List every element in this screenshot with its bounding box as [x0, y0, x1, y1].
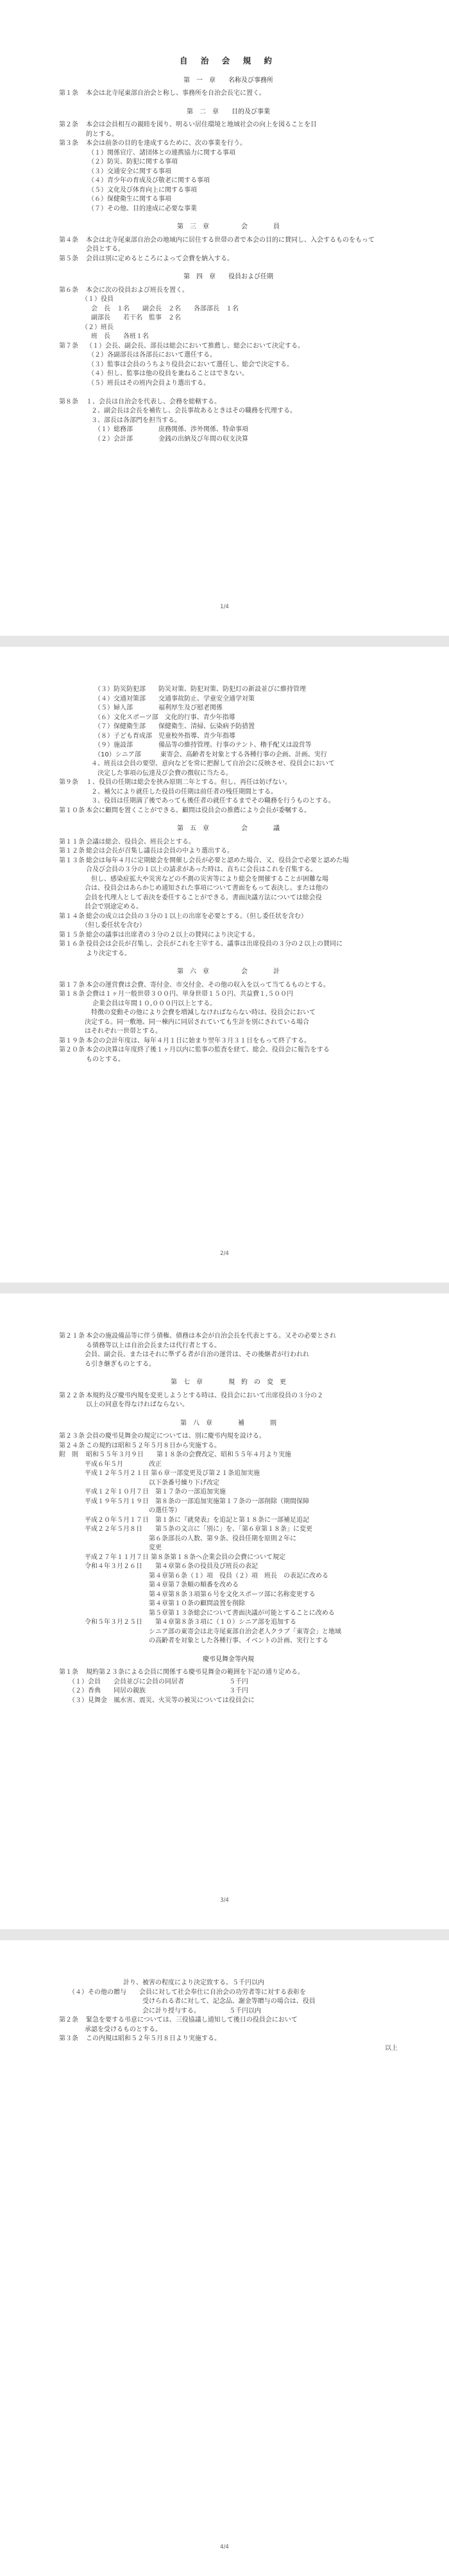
- article-number: 第７条: [59, 342, 78, 350]
- article-number: 第３条: [59, 140, 78, 147]
- text-line: シニア部の東寄会は北寺尾東部自治会老人クラブ「東寄会」と地域: [59, 1628, 341, 1635]
- article-number: 第１条: [59, 90, 78, 97]
- text-line: ４、班長は会員の要望、意向などを常に把握して自治会に反映させ、役員会において: [59, 760, 335, 767]
- text-line: 特徴の変動その他により会費を増減しなければならない時は、役員会において: [59, 1009, 316, 1016]
- article-number: 第２０条: [59, 1046, 85, 1053]
- article-number: 第５条: [59, 255, 78, 262]
- text-line: 会に計り授与する。 ５千円以内: [59, 2007, 261, 2015]
- article: [59, 857, 398, 875]
- article: [59, 1332, 398, 1351]
- article-text: （１）会長、副会長、部長は総会において推薦し、総会において決定する。: [86, 342, 304, 350]
- page-content: [59, 56, 398, 444]
- article: [59, 2016, 398, 2026]
- text-line: の高齢者を対象とした各種行事、イベントの計画、実行とする: [59, 1637, 328, 1644]
- page-blocks: [59, 1979, 398, 2053]
- text-line: 平成２２年５月８日 第５条の文言に「別に」を、「第６章第１８条」に変更: [59, 1526, 312, 1533]
- article: [59, 1037, 398, 1046]
- text-line: 班 長 各班１名: [59, 333, 149, 340]
- article: [59, 806, 398, 816]
- chapter-heading: 第 六 章 会 計: [177, 968, 280, 975]
- article-number: 第３条: [59, 2035, 78, 2042]
- text-line: 員会で別途定める。: [59, 903, 142, 910]
- article: [59, 1046, 398, 1064]
- article-number: 第１２条: [59, 848, 85, 855]
- text-line: 決定した事項の伝達及び会費の徴収に当たる。: [59, 769, 232, 777]
- text-line: （６）文化スポーツ部 文化的行事、青少年指導: [59, 713, 235, 721]
- page-number: 4/4: [220, 2544, 229, 2550]
- chapter-heading: 第 二 章 目的及び事業: [187, 108, 270, 115]
- article: [59, 1668, 398, 1678]
- document-page-2: [0, 647, 449, 1283]
- article: [59, 1451, 398, 1460]
- article-number: 第１９条: [59, 1037, 85, 1045]
- text-line: （５）文化及び体育向上に関する事項: [59, 186, 197, 194]
- article: [59, 1392, 398, 1410]
- article: [59, 990, 398, 1009]
- article-number: 第１条: [59, 1669, 78, 1676]
- text-line: の選任等）: [59, 1507, 181, 1514]
- text-line: （10）シニア部 東寄会、高齢者を対象とする各種行事の企画、計画、実行: [59, 751, 327, 758]
- article-text: 本会は会員相互の親睦を図り、明るい居住環境と地域社会の向上を図ることを目 的とする。: [86, 121, 317, 138]
- article: [59, 139, 398, 149]
- page-blocks: [59, 1332, 398, 1705]
- text-line: （７）その他、目的達成に必要な事業: [59, 205, 197, 212]
- page-number: 1/4: [220, 604, 229, 610]
- article: [59, 236, 398, 255]
- article-number: 第１０条: [59, 806, 85, 814]
- text-line: ２、副会長は会長を補佐し、会長事故あるときはその職務を代理する。: [59, 407, 296, 414]
- text-line: （４）青少年の育成及び敬老に関する事項: [59, 177, 210, 184]
- article: [59, 912, 398, 922]
- text-line: （２）香典 同居の親族 ３千円: [59, 1687, 248, 1694]
- text-line: 平成１２年１０月７日 第１７条の一部追加実施: [59, 1488, 226, 1496]
- text-line: （６）保健衛生に関する事項: [59, 196, 171, 203]
- chapter-heading: 第 七 章 規 約 の 変 更: [171, 1379, 286, 1386]
- article-text: 本会に次の役員および班長を置く。: [86, 286, 189, 294]
- text-line: 第５章第１３条総会について書面決議が可能とすることに改める: [59, 1609, 335, 1617]
- text-line: 第６条部長の人数、第９条、役員任期を原則２年に: [59, 1535, 296, 1542]
- text-line: 受けられる者に対して、記念品、謝金等贈与の場合は、役員: [59, 1998, 316, 2005]
- text-line: 会 長 １名 副会長 ２名 各部部長 １名: [59, 305, 239, 312]
- article: [59, 981, 398, 991]
- text-line: 変更: [59, 1544, 162, 1551]
- article-text: 緊急を要する弔意については、三役協議し通知して後日の役員会において: [86, 2017, 298, 2024]
- article-text: 総会は会長が召集し議長は会員の中より選出する。: [86, 848, 233, 855]
- text-line: 第４章第７条順の順番を改める: [59, 1582, 239, 1589]
- text-line: ２、補欠により就任した役員の任期は前任者の残任期間とする。: [59, 788, 277, 796]
- article-number: 第２２条: [59, 1392, 85, 1399]
- text-line: （１）会員 会員並びに会員の同居者 ５千円: [59, 1678, 248, 1685]
- closing-text: 以上: [385, 2044, 398, 2052]
- article-text: 本会の施設備品等に伴う債権、債務は本会が自治会長を代表とする。又その必要とされ る債務等以上は自治会長または代行者とする。: [86, 1333, 336, 1349]
- article-text: 本会は北寺尾東部自治会と称し、事務所を自治会長宅に置く。: [86, 90, 266, 97]
- article-number: 第２条: [59, 121, 78, 128]
- text-line: 会員を代理人として表決を委任することができる。書面決議方法については総会役: [59, 894, 322, 901]
- document-title: 自 治 会 規 約: [180, 56, 277, 65]
- article: [59, 778, 398, 788]
- document-page-3: [0, 1293, 449, 1929]
- article-number: 第２３条: [59, 1433, 85, 1440]
- text-line: （３）防災防犯部 防災対策、防犯対策、防犯灯の新設並びに維持管理: [59, 686, 306, 693]
- article-text: １、会長は自治会を代表し、会務を総轄する。: [86, 398, 221, 405]
- text-line: 平成１２年５月２１日 第６章一部変更及び第２１条追加実施: [59, 1470, 260, 1477]
- text-line: （１）関係官庁、諸団体との連携協力に関する事項: [59, 149, 235, 157]
- article-text: 会議は総会、役員会、班長会とする。: [86, 838, 195, 846]
- article-number: 第１３条: [59, 857, 85, 864]
- article-text: 総会は毎年４月に定期総会を開催し会長が必要と認めた場合、又、役員会で必要と認めた場 合及び会員の３分の１以上の請求があった時は、直ちに会長はこれを召集する。: [86, 857, 349, 873]
- article: [59, 121, 398, 139]
- article: [59, 1432, 398, 1442]
- text-line: ３、役員は任期満了後であっても後任者の就任するまでその職務を行うものとする。: [59, 798, 335, 805]
- article-text: 総会の議事は出席者の３分の２以上の賛同により決定する。: [86, 931, 259, 939]
- page-content: [59, 1332, 398, 1705]
- article-number: 第１１条: [59, 838, 85, 846]
- article-text: この規約は昭和５２年５月８日から実施する。: [86, 1442, 221, 1449]
- text-line: 第４章第１０条の顧問設置を削除: [59, 1600, 245, 1607]
- text-line: （８）子ども育成部 児童校外指導、青少年指導: [59, 732, 235, 740]
- article-text: 本会は前条の目的を達成するために、次の事業を行う。: [86, 140, 246, 147]
- text-line: （１）総務部 庶務関係、渉外関係、特命事項: [59, 426, 248, 433]
- text-line: （２）会計部 金銭の出納及び年間の収支決算: [59, 435, 248, 443]
- article-text: 本会の決算は年度終了後１ヶ月以内に監事の監査を経て、総会、役員会に報告をする ものとする。: [86, 1046, 330, 1063]
- article-number: 第２条: [59, 2017, 78, 2024]
- article-number: 第６条: [59, 286, 78, 294]
- article-number: 第９条: [59, 779, 78, 786]
- article: [59, 342, 398, 352]
- text-line: （１）役員: [59, 296, 114, 303]
- text-line: （５）婦人部 福利厚生及び慰老関係: [59, 704, 223, 712]
- text-line: 令和４年３月２６日 第４章第６条の役員及び班長の表記: [59, 1563, 258, 1570]
- text-line: 以下条番号繰り下げ改定: [59, 1479, 219, 1487]
- article: [59, 940, 398, 959]
- text-line: （４）交通対策部 交通事故防止、学童安全通学対策: [59, 695, 255, 703]
- text-line: 平成１９年５月１９日 第８条の一部追加実施第１７条の一部削除（期間保障: [59, 1497, 309, 1505]
- text-line: はそれぞれ一世帯とする。: [59, 1028, 162, 1035]
- chapter-heading: 慶弔見舞金等内規: [203, 1655, 254, 1663]
- page-content: [59, 1979, 398, 2053]
- page-blocks: [59, 685, 398, 1064]
- chapter-heading: 第 一 章 名称及び事務所: [183, 76, 273, 84]
- article: [59, 286, 398, 296]
- page-number: 3/4: [220, 1897, 229, 1904]
- article: [59, 89, 398, 99]
- article-number: 第１６条: [59, 941, 85, 948]
- page-blocks: [59, 76, 398, 445]
- text-line: 平成２０年５月１７日 第１条に『就発表』を追記と第１８条に一部補足追記: [59, 1516, 309, 1524]
- blank-line: [59, 388, 398, 398]
- text-line: 但し、感染症拡大や災害などの不測の災害等により総会を開催することが困難な場: [59, 875, 328, 883]
- article: [59, 2034, 398, 2044]
- text-line: （３）見舞金 風水害、震災、火災等の被災については役員会に: [59, 1696, 255, 1704]
- article-text: 会費は１ヶ月一般世帯３００円、単身世帯１５０円、共益費１,５００円 企業会員は年間１０,０００円以上とする。: [86, 991, 294, 1007]
- text-line: （３）監事は会員のうちより役員会において選任し、総会で決定する。: [59, 361, 293, 368]
- article-number: 第１５条: [59, 931, 85, 939]
- text-line: 計り、被害の程度により決定致する。５千円以内: [59, 1979, 264, 1986]
- text-line: （但し委任状を含む）: [59, 922, 146, 929]
- text-line: 平成６年５月 改正: [59, 1460, 162, 1468]
- text-line: 決定する。同一敷地、同一棟内に同居されていても生計を別にされている場合: [59, 1018, 309, 1026]
- chapter-heading: 第 三 章 会 員: [177, 223, 280, 230]
- text-line: （４）その他の贈与 会員に対して社会奉仕に自治会の功労者等に対する表彰を: [59, 1988, 306, 1996]
- article-text: 本会は北寺尾東部自治会の地域内に居住する世帯の者で本会の目的に賛同し、入会するものをもって 会員とする。: [86, 236, 375, 253]
- text-line: 副部長 若干名 監事 ２名: [59, 314, 181, 321]
- article-text: 会員の慶弔見舞金の規定については、別に慶弔内規を設ける。: [86, 1433, 266, 1440]
- text-line: 合は、役員会はあらかじめ通知された事項について書面をもって表決し、または他の: [59, 885, 328, 892]
- text-line: （４）但し、監事は他の役員を兼ねることはできない。: [59, 370, 248, 377]
- article-text: 昭和５５年３月９日 第１８条の会費改定、昭和５５年４月より実施: [86, 1451, 291, 1458]
- chapter-heading: 第 五 章 会 議: [177, 825, 280, 832]
- article-text: １、役員の任期は総会を挟み原則二年とする。但し、再任は妨げない。: [86, 779, 291, 786]
- page-number: 2/4: [220, 1250, 229, 1257]
- article: [59, 255, 398, 264]
- text-line: 会員、副会長、またはそれに準ずる者が自治の運営は、その後継者が行われれ: [59, 1351, 309, 1358]
- text-line: （２）各副部長は各部長において選任する。: [59, 352, 216, 359]
- chapter-heading: 第 四 章 役員および任期: [183, 273, 273, 280]
- page-content: [59, 685, 398, 1064]
- text-line: （９）施設部 備品等の維持管理、行事のテント、櫓手配又は設営等: [59, 742, 312, 749]
- article-number: 第４条: [59, 236, 78, 244]
- text-line: （７）保健衛生部 保健衛生、清掃、伝染病予防措置: [59, 723, 255, 730]
- article-number: 第２１条: [59, 1333, 85, 1340]
- article-number: 附 則: [59, 1451, 78, 1458]
- article-text: 規約第２３条による会員に関係する慶弔見舞金の範囲を下記の通り定める。: [86, 1669, 304, 1676]
- article-text: 総会の成立は会員の３分の１以上の出席を必要とする。（但し委任状を含む）: [86, 912, 307, 920]
- article-number: 第１４条: [59, 912, 85, 920]
- article-text: 本会の運営費は会費、寄付金、市交付金、その他の収入を以って当てるものとする。: [86, 981, 330, 989]
- document-page-4: [0, 1940, 449, 2576]
- article-text: 本規約及び慶弔内規を変更しようとする時は、役員会において出席役員の３分の２ 以上の同意を得なければならない。: [86, 1392, 323, 1408]
- article-text: 会員は別に定めるところによって会費を納入する。: [86, 255, 233, 262]
- text-line: （２）防災、防犯に関する事項: [59, 158, 178, 166]
- text-line: る引き継ぎものとする。: [59, 1360, 155, 1368]
- article-number: 第８条: [59, 398, 78, 405]
- article: [59, 847, 398, 857]
- article-number: 第２４条: [59, 1442, 85, 1449]
- article-number: 第１７条: [59, 981, 85, 989]
- article: [59, 931, 398, 941]
- text-line: ３、部長は各部門を担当する。: [59, 416, 181, 424]
- text-line: 平成２７年１１月７日 第８条第１８条へ企業会員の会費について規定: [59, 1553, 285, 1561]
- text-line: 第４章第６条（１）項 役員（２）項 班長 の表記に改める: [59, 1572, 328, 1580]
- text-line: 令和５年３月２５日 第４章第８条３項に（１０）シニア部を追加する: [59, 1619, 296, 1626]
- text-line: （２）班長: [59, 323, 114, 331]
- article-text: この内規は昭和５２年５月８日より実施する。: [86, 2035, 221, 2042]
- article-text: 本会の会計年度は、毎年４月１日に始まり翌年３月３１日をもって終了する。: [86, 1037, 310, 1045]
- article: [59, 1442, 398, 1451]
- text-line: （３）交通安全に関する事項: [59, 167, 171, 175]
- document-page-1: [0, 0, 449, 636]
- article: [59, 838, 398, 848]
- article: [59, 398, 398, 407]
- article-number: 第１８条: [59, 991, 85, 998]
- article-text: 本会に顧問を置くことができる。顧問は役員会の推薦により会長が委嘱する。: [86, 806, 310, 814]
- article-text: 役員会は会長が召集し、会長がこれを主宰する。議事は出席役員の３分の２以上の賛同に より決定する。: [86, 941, 343, 957]
- text-line: 第４章第８条３項第６号を文化スポーツ部に名称変更する: [59, 1591, 316, 1598]
- chapter-heading: 第 八 章 補 則: [180, 1419, 276, 1427]
- text-line: 承認を受けるものとする。: [59, 2026, 162, 2033]
- text-line: （５）班長はその班内会員より選出する。: [59, 379, 210, 387]
